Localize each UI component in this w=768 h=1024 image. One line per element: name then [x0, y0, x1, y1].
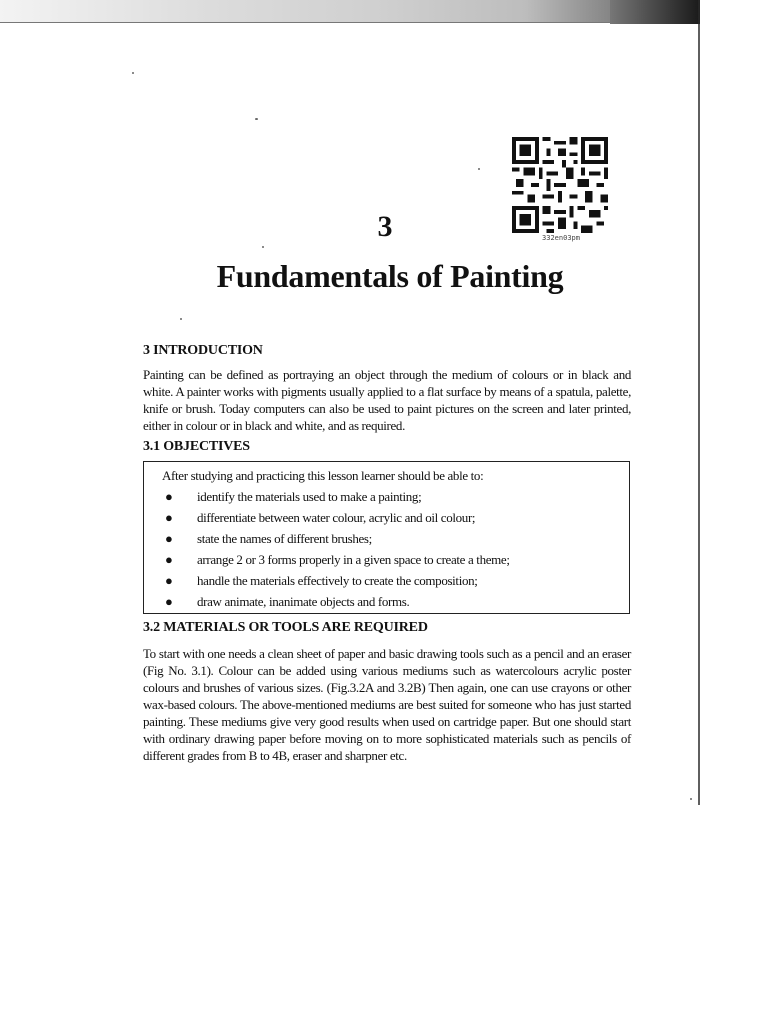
- scan-speck: [255, 118, 258, 120]
- qr-code-icon: [512, 137, 608, 233]
- scan-speck: [690, 798, 692, 800]
- chapter-title: Fundamentals of Painting: [216, 258, 564, 294]
- bullet-icon: ●: [165, 531, 173, 546]
- scan-top-band: [0, 0, 700, 23]
- bullet-icon: ●: [165, 489, 173, 504]
- scan-speck: [478, 168, 480, 170]
- introduction-heading: 3 INTRODUCTION: [143, 343, 263, 358]
- chapter-number: 3: [377, 210, 393, 243]
- bullet-icon: ●: [165, 594, 173, 609]
- page-edge: [698, 0, 700, 805]
- scan-speck: [180, 318, 182, 320]
- materials-heading: 3.2 MATERIALS OR TOOLS ARE REQUIRED: [143, 620, 428, 635]
- qr-code-label: 332en03pm: [542, 234, 580, 242]
- objectives-heading: 3.1 OBJECTIVES: [143, 439, 250, 454]
- bullet-icon: ●: [165, 510, 173, 525]
- objectives-box: [143, 461, 630, 614]
- scan-speck: [132, 72, 134, 74]
- objective-text: differentiate between water colour, acrylic and oil colour;: [197, 510, 476, 525]
- introduction-paragraph: Painting can be defined as portraying an object through the medium of colours or in black and white. A painter works with pigments usually applied to a flat surface by means of a spatula, palette, knife or brush. Today computers can also be used to paint pictures on the screen and later printed, either in colour or in black and white, and as required.: [143, 367, 631, 433]
- bullet-icon: ●: [165, 552, 173, 567]
- materials-paragraph: To start with one needs a clean sheet of paper and basic drawing tools such as a pencil and an eraser (Fig No. 3.1). Colour can be added using various mediums such as watercolours acrylic poster colours and brushes of various sizes. (Fig.3.2A and 3.2B) Then again, one can use crayons or other wax-based colours. The above-mentioned mediums are best suited for someone who has just started painting. These mediums give very good results when used on cartridge paper. But one should start with ordinary drawing paper before moving on to more sophisticated materials such as pencils of different grades from B to 4B, eraser and sharpner etc.: [143, 646, 631, 763]
- scan-top-shadow: [610, 0, 700, 24]
- objectives-lead: After studying and practicing this lesson learner should be able to:: [162, 468, 484, 483]
- objective-text: state the names of different brushes;: [197, 531, 372, 546]
- objective-text: handle the materials effectively to create the composition;: [197, 573, 478, 588]
- objective-text: identify the materials used to make a painting;: [197, 489, 422, 504]
- objective-text: arrange 2 or 3 forms properly in a given space to create a theme;: [197, 552, 510, 567]
- bullet-icon: ●: [165, 573, 173, 588]
- objective-text: draw animate, inanimate objects and forms.: [197, 594, 410, 609]
- scan-speck: [262, 246, 264, 248]
